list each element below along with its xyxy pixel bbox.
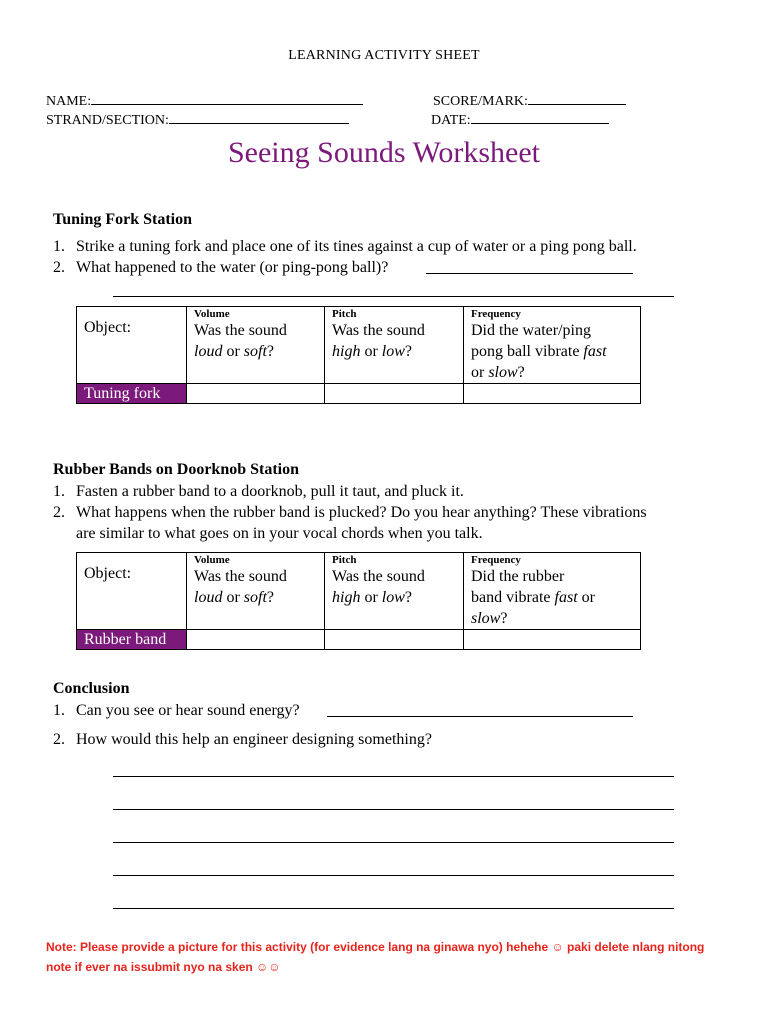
object-header-cell: Object: [77,307,187,384]
sheet-title: LEARNING ACTIVITY SHEET [288,48,480,63]
rubber-band-pitch-answer[interactable] [325,630,464,650]
rubber-band-row-label: Rubber band [77,630,187,650]
tuning-fork-row-label: Tuning fork [77,384,187,404]
tuning-fork-item-2: 2. What happened to the water (or ping-pong ball)? [53,259,389,276]
instruction-note: Note: Please provide a picture for this activity (for evidence lang na ginawa nyo) hehehe ☺ paki delete nlang nitong note if ever na issubmit nyo na sken ☺☺ [46,940,705,974]
rubber-band-volume-answer[interactable] [187,630,325,650]
object-header-cell: Object: [77,553,187,630]
tuning-fork-heading: Tuning Fork Station [53,211,193,228]
strand-field[interactable] [46,109,349,129]
answer-line-sound-energy[interactable] [327,716,633,717]
answer-line-4[interactable] [113,875,674,876]
conclusion-item-1: 1. Can you see or hear sound energy? [53,702,300,719]
date-field[interactable] [431,109,609,129]
worksheet-title: Seeing Sounds Worksheet [227,136,540,169]
answer-line-2[interactable] [113,809,674,810]
pitch-header-cell: Pitch Was the sound high or low? [325,553,464,630]
conclusion-item-2: 2. How would this help an engineer designing something? [53,731,432,748]
score-field[interactable] [433,90,626,110]
answer-line-3[interactable] [113,842,674,843]
tuning-fork-pitch-answer[interactable] [325,384,464,404]
answer-line-water-2[interactable] [113,296,674,297]
rubber-band-item-2-cont: are similar to what goes on in your vocal chords when you talk. [76,525,483,542]
pitch-header-cell: Pitch Was the sound high or low? [325,307,464,384]
rubber-band-item-1: 1. Fasten a rubber band to a doorknob, pull it taut, and pluck it. [53,483,464,500]
rubber-band-item-2: 2. What happens when the rubber band is plucked? Do you hear anything? These vibrations [53,504,647,521]
answer-line-5[interactable] [113,908,674,909]
date-line[interactable] [471,109,609,124]
name-label: NAME: [46,94,92,109]
frequency-header-cell: Frequency Did the water/ping pong ball vibrate fast or slow? [464,307,641,384]
strand-line[interactable] [169,109,349,124]
rubber-band-table [76,552,641,650]
frequency-header-cell: Frequency Did the rubber band vibrate fast or slow? [464,553,641,630]
name-field[interactable] [46,90,363,110]
tuning-fork-item-1: 1. Strike a tuning fork and place one of its tines against a cup of water or a ping pong ball. [53,238,637,255]
tuning-fork-table [76,306,641,404]
answer-line-water[interactable] [426,273,633,274]
volume-header-cell: Volume Was the sound loud or soft? [187,307,325,384]
date-label: DATE: [431,113,471,128]
rubber-band-frequency-answer[interactable] [464,630,641,650]
score-line[interactable] [528,90,626,105]
score-label: SCORE/MARK: [433,94,528,109]
rubber-band-heading: Rubber Bands on Doorknob Station [53,461,300,478]
tuning-fork-volume-answer[interactable] [187,384,325,404]
volume-header-cell: Volume Was the sound loud or soft? [187,553,325,630]
tuning-fork-frequency-answer[interactable] [464,384,641,404]
strand-label: STRAND/SECTION: [46,113,169,128]
conclusion-heading: Conclusion [53,680,130,697]
name-line[interactable] [91,90,363,105]
answer-line-1[interactable] [113,776,674,777]
